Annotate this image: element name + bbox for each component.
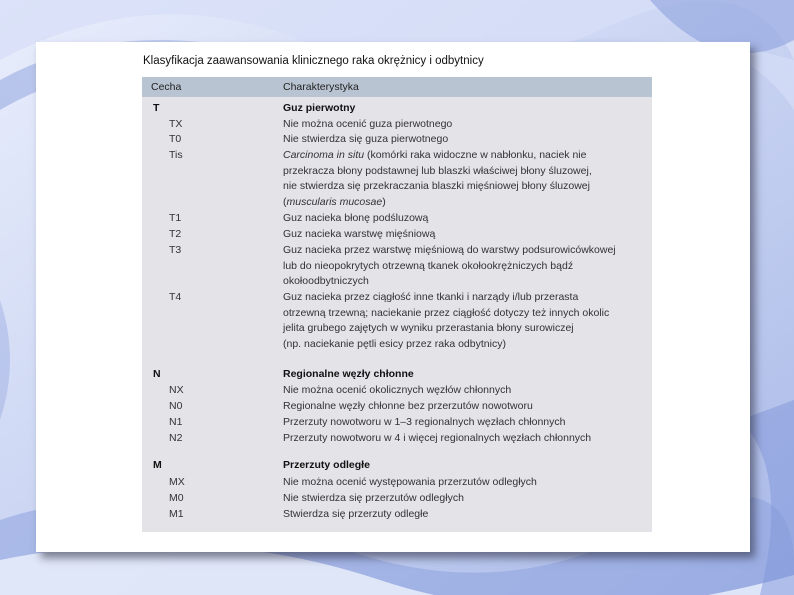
code-n1: N1 xyxy=(169,416,183,428)
desc-m1: Stwierdza się przerzuty odległe xyxy=(283,508,429,520)
classification-table xyxy=(142,77,652,532)
tis-italic-2: muscularis mucosae xyxy=(286,195,383,208)
t3-line-2: lub do nieopokrytych otrzewną tkanek okołookrężniczych bądź xyxy=(283,259,574,272)
code-t1: T1 xyxy=(169,212,182,224)
desc-t2: Guz nacieka warstwę mięśniową xyxy=(283,228,436,240)
desc-t0: Nie stwierdza się guza pierwotnego xyxy=(283,133,449,145)
section-code-m: M xyxy=(153,459,162,471)
table-card xyxy=(120,42,664,552)
code-tis: Tis xyxy=(169,149,183,161)
header-cecha: Cecha xyxy=(151,81,182,93)
section-code-t: T xyxy=(153,102,160,114)
header-charakterystyka: Charakterystyka xyxy=(283,81,359,93)
desc-n2: Przerzuty nowotworu w 4 i więcej regionalnych węzłach chłonnych xyxy=(283,432,592,444)
code-n0: N0 xyxy=(169,400,183,412)
table-title: Klasyfikacja zaawansowania klinicznego raka okrężnicy i odbytnicy xyxy=(143,55,484,67)
desc-n0: Regionalne węzły chłonne bez przerzutów nowotworu xyxy=(283,400,533,412)
desc-t1: Guz nacieka błonę podśluzową xyxy=(283,212,429,224)
tis-paren-close: ) xyxy=(382,195,386,208)
code-mx: MX xyxy=(169,476,185,488)
code-t2: T2 xyxy=(169,228,182,240)
section-name-t: Guz pierwotny xyxy=(283,102,356,114)
desc-t3 xyxy=(283,243,643,290)
t3-line-3: okołoodbytniczych xyxy=(283,275,369,288)
desc-t4 xyxy=(283,290,643,352)
section-code-n: N xyxy=(153,368,161,380)
slide xyxy=(36,42,750,552)
code-m0: M0 xyxy=(169,492,184,504)
tis-line-2: przekracza błony podstawnej lub blaszki właściwej błony śluzowej, xyxy=(283,164,592,177)
section-name-n: Regionalne węzły chłonne xyxy=(283,368,414,380)
code-nx: NX xyxy=(169,384,184,396)
desc-tx: Nie można ocenić guza pierwotnego xyxy=(283,118,453,130)
tis-line-1: (komórki raka widoczne w nabłonku, naciek nie xyxy=(364,149,587,161)
desc-m0: Nie stwierdza się przerzutów odległych xyxy=(283,492,464,504)
code-t3: T3 xyxy=(169,244,182,256)
t3-line-1: Guz nacieka przez warstwę mięśniową do warstwy podsurowicówkowej xyxy=(283,244,616,256)
code-m1: M1 xyxy=(169,508,184,520)
section-name-m: Przerzuty odległe xyxy=(283,459,370,471)
table-header xyxy=(142,77,652,97)
tis-italic-1: Carcinoma in situ xyxy=(283,149,365,161)
t4-line-2: otrzewną trzewną; naciekanie przez ciągłość dotyczy też innych okolic xyxy=(283,306,610,319)
desc-nx: Nie można ocenić okolicznych węzłów chłonnych xyxy=(283,384,512,396)
code-n2: N2 xyxy=(169,432,183,444)
t4-line-3: jelita grubego zajętych w wyniku przerastania błony surowiczej xyxy=(283,322,574,335)
t4-line-4: (np. naciekanie pętli esicy przez raka odbytnicy) xyxy=(283,337,506,350)
code-tx: TX xyxy=(169,118,183,130)
code-t4: T4 xyxy=(169,291,182,303)
code-t0: T0 xyxy=(169,133,182,145)
desc-n1: Przerzuty nowotworu w 1–3 regionalnych węzłach chłonnych xyxy=(283,416,566,428)
tis-line-3: nie stwierdza się przekraczania blaszki mięśniowej błony śluzowej xyxy=(283,180,590,193)
tis-paren-open: ( xyxy=(283,195,287,208)
desc-tis xyxy=(283,148,643,210)
desc-mx: Nie można ocenić występowania przerzutów odległych xyxy=(283,476,537,488)
t4-line-1: Guz nacieka przez ciągłość inne tkanki i narządy i/lub przerasta xyxy=(283,291,579,303)
